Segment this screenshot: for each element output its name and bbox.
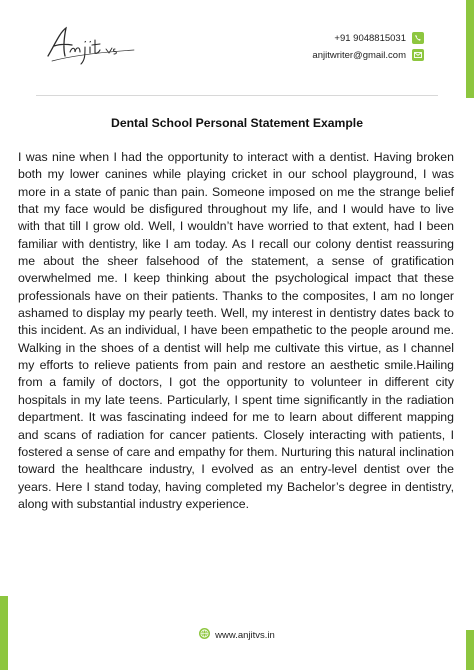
website-link[interactable]: www.anjitvs.in (215, 629, 275, 641)
document-title: Dental School Personal Statement Example (111, 116, 363, 130)
email-address[interactable]: anjitwriter@gmail.com (312, 49, 406, 61)
contact-block (312, 30, 424, 64)
logo-signature (44, 22, 138, 68)
contact-email-row (312, 47, 424, 63)
accent-bar-top-right (466, 0, 474, 98)
anjit-vs-logo (44, 22, 138, 68)
footer (0, 626, 474, 644)
contact-phone-row (312, 30, 424, 46)
globe-icon (199, 626, 210, 644)
header-divider (36, 95, 438, 96)
statement-body: I was nine when I had the opportunity to interact with a dentist. Having broken both my lower canines while playing cricket in our school playground, I was more in a state of panic than pain. Someone imposed on me the strange belief that my face would be disfigured throughout my life, and I would have to live with that till I grow old. Well, I wouldn’t have worried to that extent, had I been familiar with dentistry, like I am today. As I recall our colony dentist reassuring me about the sheer falsehood of the statement, a sense of gratification overwhelmed me. I keep thinking about the psychological impact that these professionals have on their patients. Thanks to the composites, I am no longer ashamed to display my pearly teeth. Well, my interest in dentistry dates back to this incident. As an individual, I have been empathetic to the people around me. Walking in the shoes of a dentist will help me cultivate this virtue, as I channel my efforts to relieve patients from pain and restore an aesthetic smile.Hailing from a family of doctors, I got the opportunity to volunteer in different city hospitals in my late teens. Particularly, I spent time significantly in the radiation department. It was fascinating indeed for me to learn about different mapping and scans of radiation for cancer patients. Closely interacting with patients, I fostered a sense of care and empathy for them. Nurturing this natural inclination toward the healthcare industry, I evolved as an entry-level dentist over the years. Here I stand today, having completed my Bachelor’s degree in dentistry, along with substantial industry experience. (18, 150, 454, 511)
whatsapp-phone-icon (412, 32, 424, 44)
phone-number[interactable]: +91 9048815031 (334, 32, 406, 44)
email-icon (412, 49, 424, 61)
